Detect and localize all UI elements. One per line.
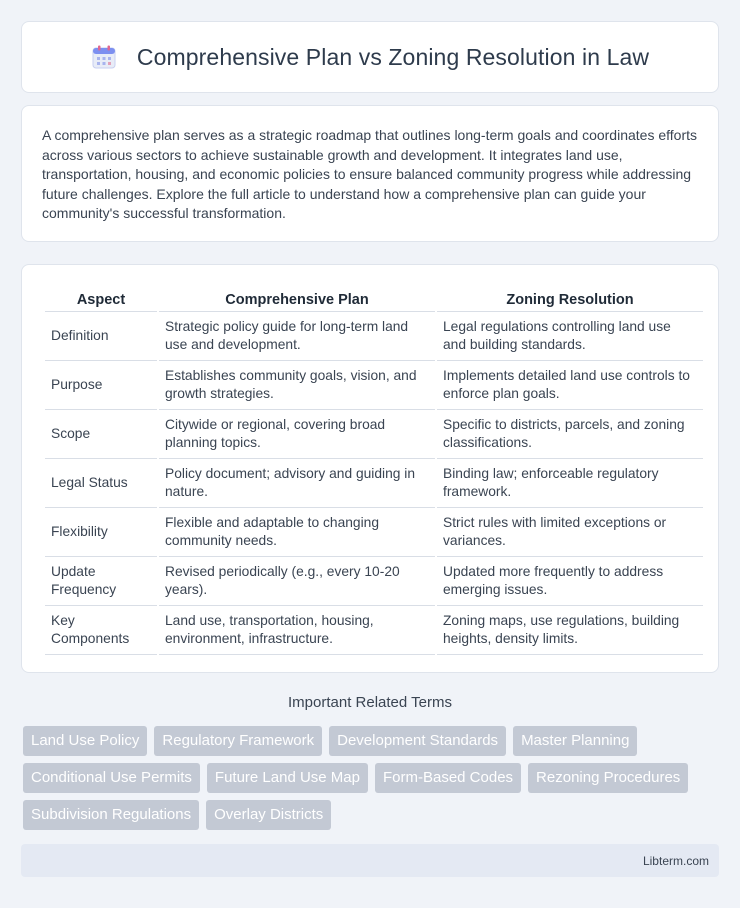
related-term-tag[interactable]: Conditional Use Permits <box>23 763 200 793</box>
row-zoning-resolution: Specific to districts, parcels, and zoning classifications. <box>437 410 703 459</box>
table-row <box>45 557 703 606</box>
row-comprehensive-plan: Flexible and adaptable to changing community needs. <box>159 508 435 557</box>
header-aspect: Aspect <box>45 285 157 312</box>
intro-text: A comprehensive plan serves as a strategic roadmap that outlines long-term goals and coordinates efforts across various sectors to achieve sustainable growth and development. It integrates land use, transportation, housing, and economic policies to ensure balanced community progress while addressing future challenges. Explore the full article to understand how a comprehensive plan can guide your community's successful transformation. <box>42 127 697 222</box>
related-term-tag[interactable]: Development Standards <box>329 726 506 756</box>
table-header-row <box>45 285 703 312</box>
table-row <box>45 508 703 557</box>
intro-card <box>21 105 719 242</box>
row-comprehensive-plan: Establishes community goals, vision, and growth strategies. <box>159 361 435 410</box>
related-term-tag[interactable]: Overlay Districts <box>206 800 331 830</box>
related-term-tag[interactable]: Subdivision Regulations <box>23 800 199 830</box>
header-zoning-resolution: Zoning Resolution <box>437 285 703 312</box>
header-comprehensive-plan: Comprehensive Plan <box>159 285 435 312</box>
row-aspect: Legal Status <box>45 459 157 508</box>
row-zoning-resolution: Implements detailed land use controls to enforce plan goals. <box>437 361 703 410</box>
related-term-tag[interactable]: Form-Based Codes <box>375 763 521 793</box>
table-row <box>45 459 703 508</box>
related-term-tag[interactable]: Future Land Use Map <box>207 763 368 793</box>
related-terms-title: Important Related Terms <box>288 694 452 711</box>
row-zoning-resolution: Zoning maps, use regulations, building heights, density limits. <box>437 606 703 655</box>
comparison-card <box>21 264 719 673</box>
comparison-table <box>43 285 705 655</box>
related-term-tag[interactable]: Land Use Policy <box>23 726 147 756</box>
row-zoning-resolution: Updated more frequently to address emerging issues. <box>437 557 703 606</box>
footer <box>21 844 719 877</box>
row-comprehensive-plan: Revised periodically (e.g., every 10-20 years). <box>159 557 435 606</box>
row-comprehensive-plan: Land use, transportation, housing, environment, infrastructure. <box>159 606 435 655</box>
row-zoning-resolution: Binding law; enforceable regulatory framework. <box>437 459 703 508</box>
related-term-tag[interactable]: Regulatory Framework <box>154 726 322 756</box>
row-aspect: Scope <box>45 410 157 459</box>
row-aspect: Update Frequency <box>45 557 157 606</box>
related-term-tag[interactable]: Master Planning <box>513 726 637 756</box>
footer-site-link[interactable]: Libterm.com <box>642 853 709 868</box>
title-card <box>21 21 719 93</box>
row-aspect: Key Components <box>45 606 157 655</box>
row-zoning-resolution: Legal regulations controlling land use and building standards. <box>437 312 703 361</box>
related-terms-list <box>23 726 723 830</box>
row-comprehensive-plan: Policy document; advisory and guiding in nature. <box>159 459 435 508</box>
row-comprehensive-plan: Citywide or regional, covering broad planning topics. <box>159 410 435 459</box>
row-aspect: Flexibility <box>45 508 157 557</box>
table-row <box>45 606 703 655</box>
page-title: Comprehensive Plan vs Zoning Resolution in Law <box>136 43 650 70</box>
row-comprehensive-plan: Strategic policy guide for long-term land use and development. <box>159 312 435 361</box>
related-term-tag[interactable]: Rezoning Procedures <box>528 763 688 793</box>
calendar-icon <box>91 44 117 70</box>
table-row <box>45 361 703 410</box>
row-zoning-resolution: Strict rules with limited exceptions or variances. <box>437 508 703 557</box>
table-row <box>45 410 703 459</box>
row-aspect: Definition <box>45 312 157 361</box>
table-row <box>45 312 703 361</box>
row-aspect: Purpose <box>45 361 157 410</box>
title-wrap <box>91 44 649 71</box>
